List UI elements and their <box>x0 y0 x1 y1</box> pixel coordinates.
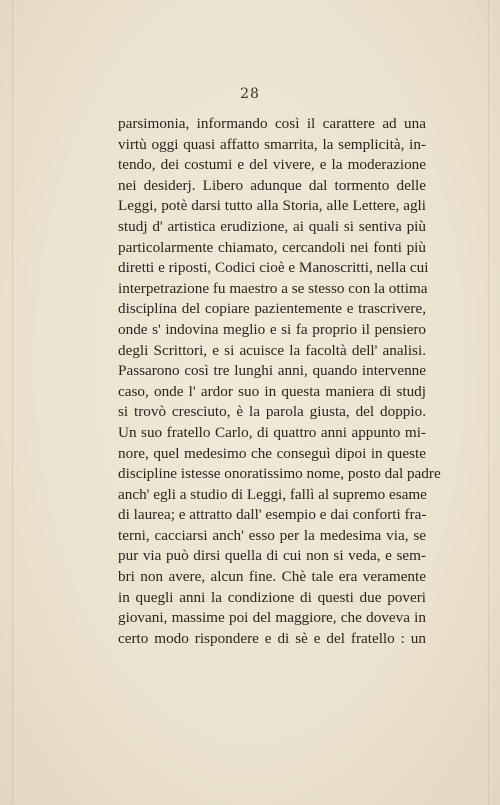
text-line: onde s' indovina meglio e si fa proprio il pensiero <box>118 320 426 338</box>
page-number: 28 <box>240 86 260 102</box>
text-line: studj d' artistica erudizione, ai quali si sentiva più <box>118 217 426 235</box>
text-line: giovani, massime poi del maggiore, che doveva in <box>118 609 426 627</box>
text-line: pur via può dirsi quella di cui non si veda, e sem- <box>118 547 426 565</box>
text-line: tendo, dei costumi e del vivere, e la moderazione <box>118 156 426 174</box>
text-line: particolarmente chiamato, cercandoli nei fonti più <box>118 238 426 256</box>
text-line: bri non avere, alcun fine. Chè tale era veramente <box>118 568 426 586</box>
text-line: caso, onde l' ardor suo in questa maniera di studj <box>118 382 426 400</box>
page-edge-shadow <box>12 0 13 805</box>
text-line: degli Scrittori, e si acuisce la facoltà dell' analisi. <box>118 341 426 359</box>
text-line: virtù oggi quasi affatto smarrita, la semplicità, in- <box>118 135 426 153</box>
text-line: terni, cacciarsi anch' esso per la medesima via, se <box>118 526 426 544</box>
text-line: disciplina del copiare pazientemente e trascrivere, <box>118 300 426 318</box>
text-line: parsimonia, informando così il carattere ad una <box>118 115 426 132</box>
text-line: si trovò cresciuto, è la parola giusta, del doppio. <box>118 403 426 421</box>
text-line: Passarono così tre lunghi anni, quando intervenne <box>118 362 426 380</box>
text-line: interpetrazione fu maestro a se stesso con la ottima <box>118 279 428 297</box>
text-line: Leggi, potè darsi tutto alla Storia, alle Lettere, agli <box>118 197 426 215</box>
page-edge-shadow <box>488 0 489 805</box>
text-line: diretti e riposti, Codici cioè e Manoscritti, nella cui <box>118 259 429 277</box>
text-line: in quegli anni la condizione di questi due poveri <box>118 588 426 606</box>
text-line: anch' egli a studio di Leggi, fallì al supremo esame <box>118 485 427 503</box>
text-line: di laurea; e attratto dall' esempio e dai conforti fra- <box>118 506 427 524</box>
text-line: certo modo rispondere e di sè e del fratello : un <box>118 629 426 647</box>
text-line: nore, quel medesimo che conseguì dipoi in queste <box>118 444 426 462</box>
text-line: discipline istesse onoratissimo nome, posto dal padre <box>118 465 441 483</box>
text-line: nei desiderj. Libero adunque dal tormento delle <box>118 176 426 194</box>
body-text <box>118 114 441 649</box>
text-line: Un suo fratello Carlo, di quattro anni appunto mi- <box>118 423 426 441</box>
